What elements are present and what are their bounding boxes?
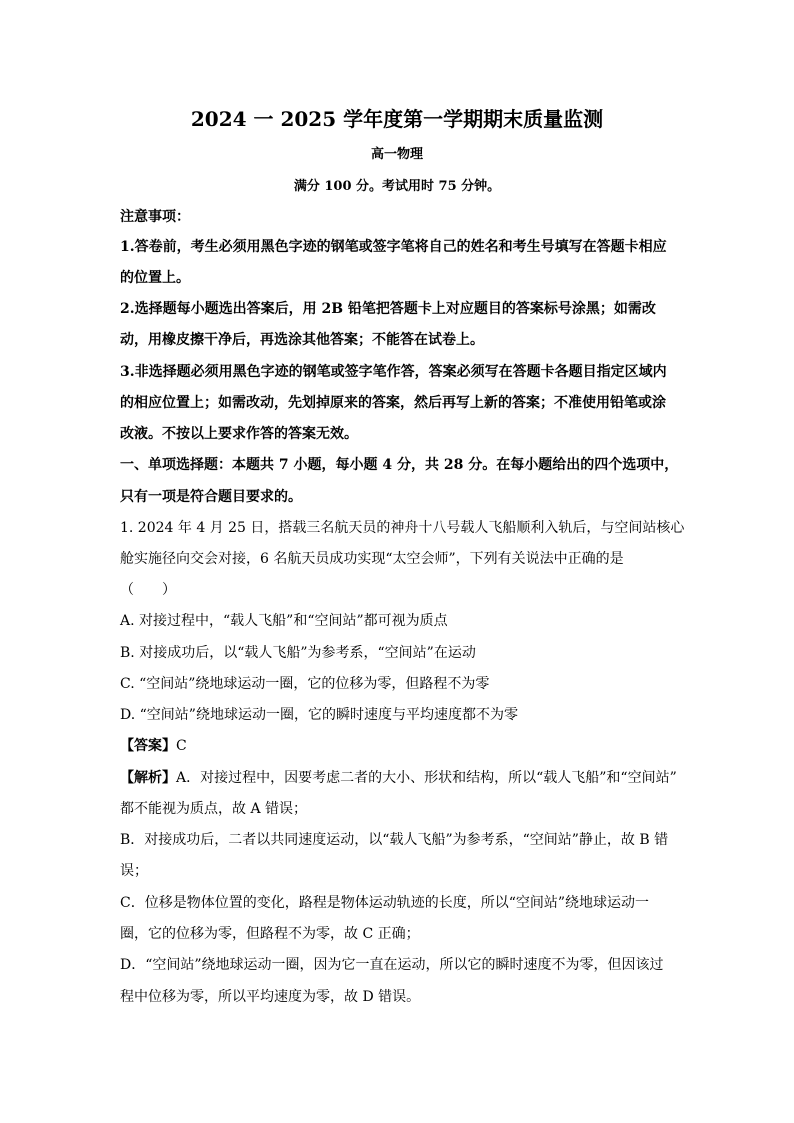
analysis-text: A．对接过程中，因要考虑二者的大小、形状和结构，所以“载人飞船”和“空间站” <box>176 770 677 786</box>
question-stem: 舱实施径向交会对接，6 名航天员成功实现“太空会师”，下列有关说法中正确的是 <box>120 551 624 567</box>
question-stem: 1. 2024 年 4 月 25 日，搭载三名航天员的神舟十八号载人飞船顺利入轨后，与空间站核心 <box>120 520 685 536</box>
notice-line: 2.选择题每小题选出答案后，用 2B 铅笔把答题卡上对应题目的答案标号涂黑；如需改 <box>120 301 656 317</box>
notice-line: 3.非选择题必须用黑色字迹的钢笔或签字笔作答，答案必须写在答题卡各题目指定区域内 <box>120 364 667 380</box>
notice-heading: 注意事项： <box>120 209 190 225</box>
analysis-text: 圈，它的位移为零，但路程不为零，故 C 正确； <box>120 926 420 942</box>
analysis-text: 误； <box>120 863 148 879</box>
analysis-line <box>120 769 680 787</box>
option-d: D. “空间站”绕地球运动一圈，它的瞬时速度与平均速度都不为零 <box>120 707 518 723</box>
notice-line: 改液。不按以上要求作答的答案无效。 <box>120 426 358 442</box>
section-heading: 只有一项是符合题目要求的。 <box>120 489 302 505</box>
analysis-text: 都不能视为质点，故 A 错误； <box>120 801 308 817</box>
option-c: C. “空间站”绕地球运动一圈，它的位移为零，但路程不为零 <box>120 676 490 692</box>
answer-line <box>120 737 680 755</box>
analysis-text: D．“空间站”绕地球运动一圈，因为它一直在运动，所以它的瞬时速度不为零，但因该过 <box>120 957 664 973</box>
section-heading: 一、单项选择题：本题共 7 小题，每小题 4 分，共 28 分。在每小题给出的四个选项中， <box>120 457 679 473</box>
answer-value: C <box>176 738 187 754</box>
notice-line: 的相应位置上；如需改动，先划掉原来的答案，然后再写上新的答案；不准使用铅笔或涂 <box>120 395 666 411</box>
analysis-text: 程中位移为零，所以平均速度为零，故 D 错误。 <box>120 989 421 1005</box>
notice-line: 的位置上。 <box>120 270 190 286</box>
notice-line: 1.答卷前，考生必须用黑色字迹的钢笔或签字笔将自己的姓名和考生号填写在答题卡相应 <box>120 239 667 255</box>
analysis-text: B．对接成功后，二者以共同速度运动，以“载人飞船”为参考系，“空间站”静止，故 B 错 <box>120 832 669 848</box>
option-a: A. 对接过程中，“载人飞船”和“空间站”都可视为质点 <box>120 613 448 629</box>
page-title: 2024 一 2025 学年度第一学期期末质量监测 <box>190 107 604 131</box>
analysis-text: C．位移是物体位置的变化，路程是物体运动轨迹的长度，所以“空间站”绕地球运动一 <box>120 895 650 911</box>
analysis-tag: 【解析】 <box>120 770 176 786</box>
option-b: B. 对接成功后，以“载人飞船”为参考系，“空间站”在运动 <box>120 645 476 661</box>
score-time-label: 满分 100 分。考试用时 75 分钟。 <box>293 179 501 194</box>
subject-label: 高一物理 <box>370 147 423 162</box>
question-stem: （ ） <box>120 582 176 598</box>
notice-line: 动，用橡皮擦干净后，再选涂其他答案；不能答在试卷上。 <box>120 332 484 348</box>
answer-tag: 【答案】 <box>120 738 176 754</box>
